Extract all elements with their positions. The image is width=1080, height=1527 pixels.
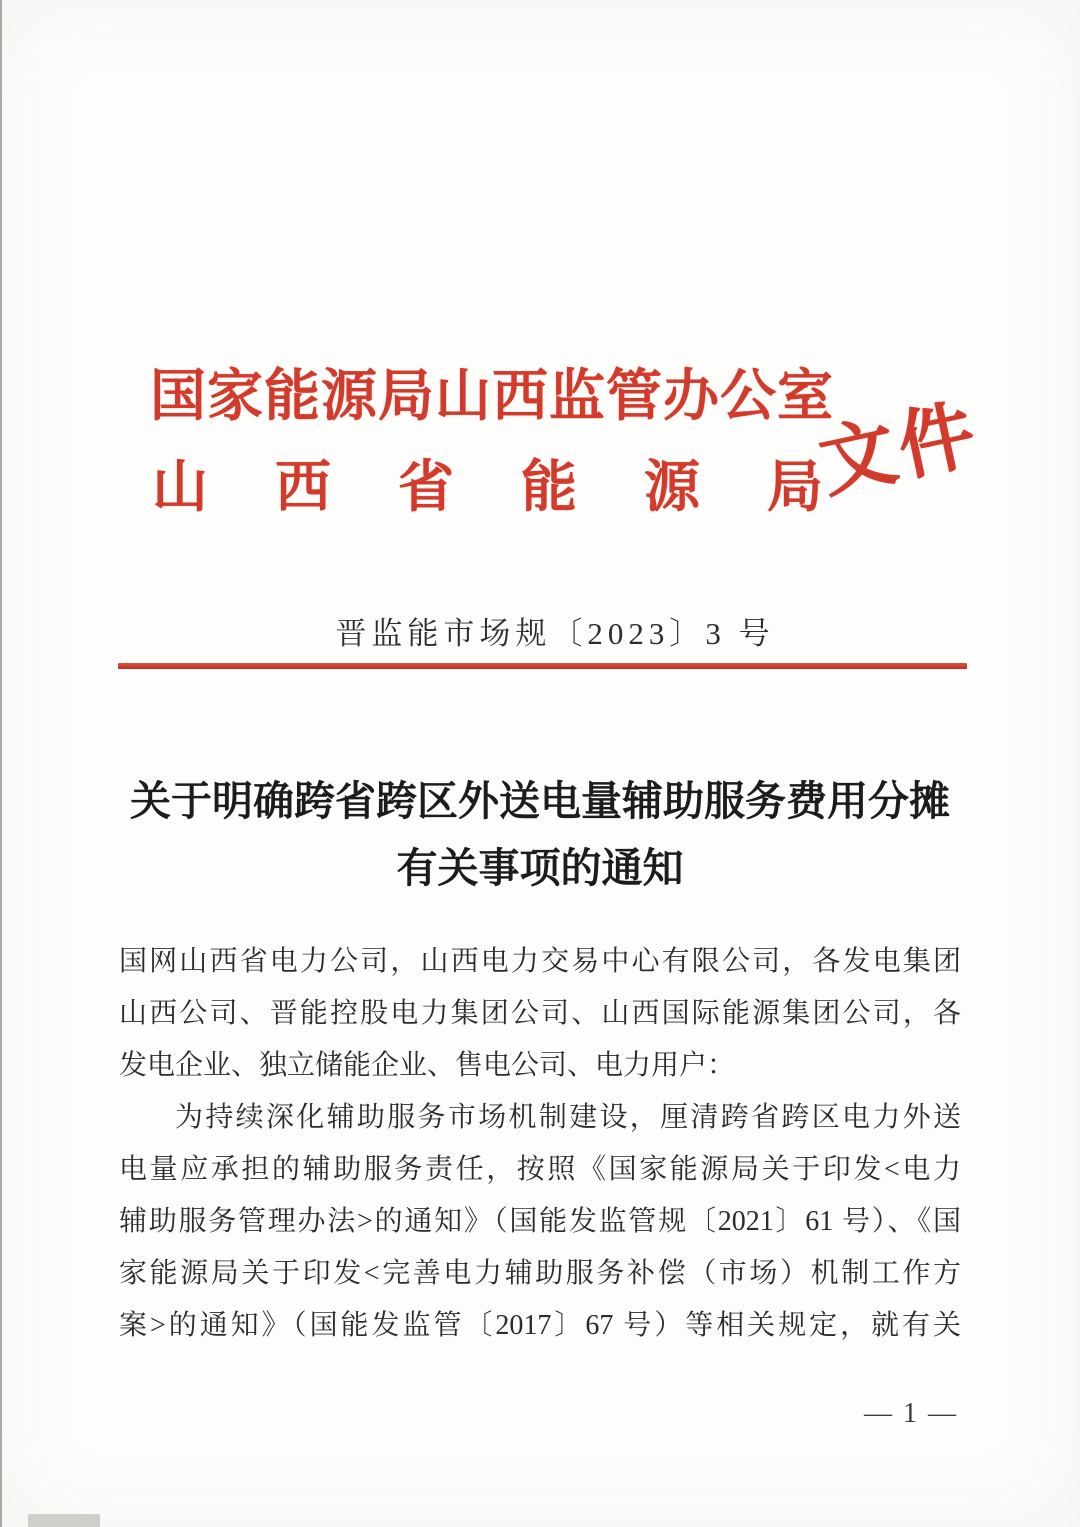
- title-line-2: 有关事项的通知: [396, 845, 684, 891]
- body-line-8: 案>的通知》（国能发监管〔2017〕67 号）等相关规定，就有关: [119, 1310, 961, 1341]
- scan-smudge: [28, 1514, 100, 1527]
- body-line-7: 家能源局关于印发<完善电力辅助服务补偿（市场）机制工作方: [119, 1258, 961, 1289]
- body-line-5: 电量应承担的辅助服务责任，按照《国家能源局关于印发<电力: [119, 1154, 961, 1185]
- body-line-1: 国网山西省电力公司，山西电力交易中心有限公司，各发电集团: [119, 946, 961, 977]
- document-number: 晋监能市场规〔2023〕3 号: [335, 616, 775, 651]
- document-type-label: 文件: [812, 392, 987, 508]
- agency-name-line-1: 国家能源局山西监管办公室: [150, 366, 834, 428]
- scan-edge-line: [0, 0, 2, 1527]
- document-title: [120, 768, 960, 902]
- agency-name-line-2: 山西省能源局: [152, 457, 890, 519]
- red-divider-line: [118, 663, 967, 669]
- body-line-2: 山西公司、晋能控股电力集团公司、山西国际能源集团公司，各: [119, 998, 961, 1029]
- document-body: [119, 936, 961, 1352]
- page-number: — 1 —: [864, 1398, 958, 1429]
- body-line-4: 为持续深化辅助服务市场机制建设，厘清跨省跨区电力外送: [175, 1102, 961, 1133]
- body-line-6: 辅助服务管理办法>的通知》（国能发监管规〔2021〕61 号）、《国: [119, 1206, 961, 1237]
- body-line-3: 发电企业、独立储能企业、售电公司、电力用户：: [119, 1050, 736, 1081]
- title-line-1: 关于明确跨省跨区外送电量辅助服务费用分摊: [130, 778, 950, 824]
